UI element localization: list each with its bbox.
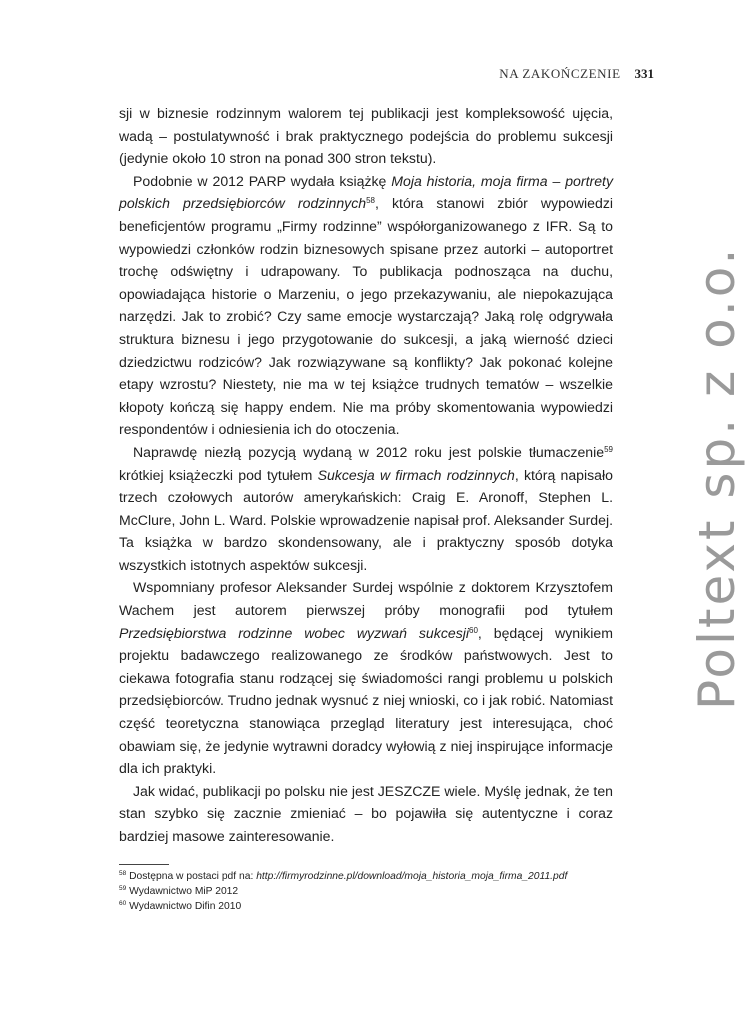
publisher-watermark: Poltext sp. z o.o.: [688, 245, 746, 710]
running-title: NA ZAKOŃCZENIE: [499, 66, 621, 81]
paragraph: [119, 170, 613, 441]
text-segment: Podobnie w 2012 PARP wydała książkę: [133, 172, 392, 189]
footnote: [119, 884, 619, 899]
footnote-text: Dostępna w postaci pdf na:: [129, 871, 257, 882]
page-number: 331: [634, 66, 654, 81]
paragraph: [119, 780, 613, 848]
body-text: [119, 102, 613, 848]
text-segment: , będącej wynikiem projektu badawczego realizowanego ze środków państwowych. Jest to ciekawa fotografia stanu rodzącej się świadomości rangi problemu u polskich przedsiębiorców. Trudno jednak wysnuć z niej wnioski, co i jak robić. Natomiast część teoretyczna stanowiąca przegląd literatury jest interesująca, choć obawiam się, że jedynie wytrawni doradcy wyłowią z niej inspirujące informacje dla ich praktyki.: [119, 624, 613, 777]
text-segment: Wspomniany profesor Aleksander Surdej wspólnie z doktorem Krzysztofem Wachem jest autorem pierwszej próby monografii pod tytułem: [119, 579, 613, 619]
paragraph: [119, 102, 613, 170]
footnote-text: Wydawnictwo Difin 2010: [129, 901, 242, 912]
book-title: Przedsiębiorstwa rodzinne wobec wyzwań sukcesji: [119, 624, 470, 641]
text-segment: , którą napisało trzech czołowych autorów amerykańskich: Craig E. Aronoff, Stephen L. McClure, John L. Ward. Polskie wprowadzenie napisał prof. Aleksander Surdej. Ta książka w bardzo skondensowany, ale i praktyczny sposób dotyka wszystkich istotnych aspektów sukcesji.: [119, 466, 613, 573]
footnote: [119, 869, 619, 884]
footnote-ref: 60: [469, 625, 478, 635]
book-title: Sukcesja w firmach rodzinnych: [317, 466, 515, 483]
text-segment: krótkiej książeczki pod tytułem: [119, 466, 318, 483]
text-segment: , która stanowi zbiór wypowiedzi beneficjentów programu „Firmy rodzinne” współorganizowanego z IFR. Są to wypowiedzi członków rodzin biznesowych spisane przez autorki – autoportret trochę odświętny i udrapowany. To publikacja podnosząca na duchu, opowiadająca historie o Marzeniu, o jego przekazywaniu, ale niepokazująca narzędzi. Jak to zrobić? Czy same emocje wystarczają? Jaką rolę odgrywała struktura biznesu i jego przygotowanie do sukcesji, a jaką wierność dzieci dziedzictwu rodziców? Jak rozwiązywane są konflikty? Jak pokonać kolejne etapy wzrostu? Niestety, nie ma w tej książce trudnych tematów – wszelkie kłopoty kończą się happy endem. Nie ma próby skomentowania wypowiedzi respondentów i odniesienia ich do otoczenia.: [119, 195, 613, 438]
text-segment: Jak widać, publikacji po polsku nie jest JESZCZE wiele. Myślę jednak, że ten stan szybko się zacznie zmieniać – bo pojawiła się autentyczne i coraz bardziej masowe zainteresowanie.: [119, 782, 613, 844]
footnote-ref: 59: [604, 444, 613, 454]
paragraph: [119, 441, 613, 577]
text-segment: sji w biznesie rodzinnym walorem tej publikacji jest kompleksowość ujęcia, wadą – postulatywność i brak praktycznego podejścia do problemu sukcesji (jedynie około 10 stron na ponad 300 stron tekstu).: [119, 105, 613, 167]
text-segment: Naprawdę niezłą pozycją wydaną w 2012 roku jest polskie tłumaczenie: [133, 443, 605, 460]
running-header: [499, 66, 654, 82]
footnote-number: 60: [119, 900, 127, 907]
footnote-divider: [119, 864, 169, 865]
footnote-number: 58: [119, 870, 127, 877]
footnote: [119, 899, 619, 914]
footnote-ref: 58: [366, 196, 375, 206]
footnote-number: 59: [119, 885, 127, 892]
book-title: Moja historia, moja firma – portrety polskich przedsiębiorców rodzinnych: [119, 172, 613, 212]
footnote-text: Wydawnictwo MiP 2012: [129, 886, 239, 897]
footnotes: [119, 869, 619, 914]
paragraph: [119, 576, 613, 779]
footnote-link[interactable]: http://firmyrodzinne.pl/download/moja_historia_moja_firma_2011.pdf: [256, 871, 568, 882]
